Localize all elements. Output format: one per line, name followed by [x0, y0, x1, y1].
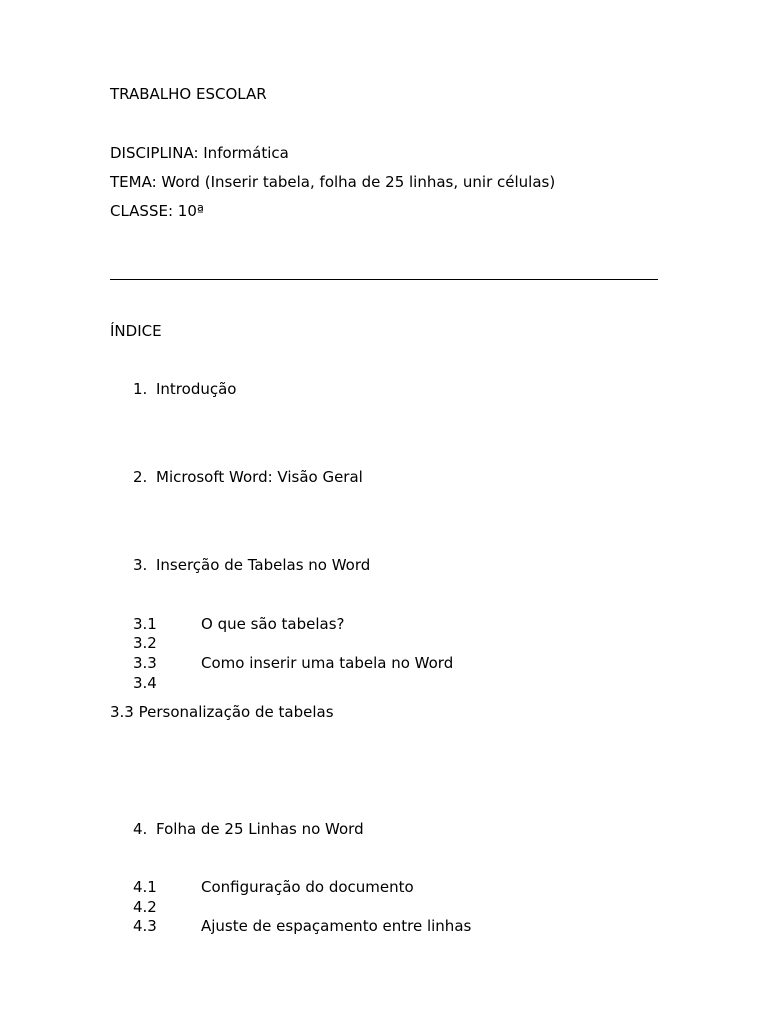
toc-label: Introdução — [156, 380, 237, 398]
toc-section-4 — [133, 820, 364, 838]
subsection-number: 3.2 — [133, 634, 157, 652]
toc-label: Microsoft Word: Visão Geral — [156, 468, 363, 486]
subsection-label: Ajuste de espaçamento entre linhas — [201, 917, 472, 935]
toc-subsection-3-3 — [133, 654, 453, 672]
subsection-number: 3.4 — [133, 674, 157, 692]
toc-subsection-4-1 — [133, 878, 414, 896]
subsection-label: Configuração do documento — [201, 878, 414, 896]
theme-line: TEMA: Word (Inserir tabela, folha de 25 linhas, unir células) — [110, 173, 556, 191]
toc-subsection-3-1 — [133, 615, 345, 633]
subsection-number: 4.3 — [133, 917, 157, 935]
toc-subsection-3-2 — [133, 634, 201, 652]
toc-subsection-3-4 — [133, 674, 201, 692]
toc-label: Folha de 25 Linhas no Word — [156, 820, 364, 838]
subsection-number: 4.2 — [133, 898, 157, 916]
toc-number: 2. — [133, 468, 148, 486]
toc-number: 4. — [133, 820, 148, 838]
discipline-line: DISCIPLINA: Informática — [110, 144, 289, 162]
subsection-label: Como inserir uma tabela no Word — [201, 654, 454, 672]
toc-number: 1. — [133, 380, 148, 398]
subsection-number: 4.1 — [133, 878, 157, 896]
toc-section-2 — [133, 468, 363, 486]
document-title: TRABALHO ESCOLAR — [110, 85, 267, 103]
toc-section-1 — [133, 380, 236, 398]
toc-number: 3. — [133, 556, 148, 574]
subsection-label: O que são tabelas? — [201, 615, 345, 633]
horizontal-divider — [110, 279, 658, 280]
subsection-number: 3.1 — [133, 615, 157, 633]
toc-label: Inserção de Tabelas no Word — [156, 556, 371, 574]
class-line: CLASSE: 10ª — [110, 202, 204, 220]
toc-section-3 — [133, 556, 370, 574]
loose-subsection-line: 3.3 Personalização de tabelas — [110, 703, 334, 721]
index-heading: ÍNDICE — [110, 322, 162, 340]
toc-subsection-4-2 — [133, 898, 201, 916]
subsection-number: 3.3 — [133, 654, 157, 672]
toc-subsection-4-3 — [133, 917, 471, 935]
